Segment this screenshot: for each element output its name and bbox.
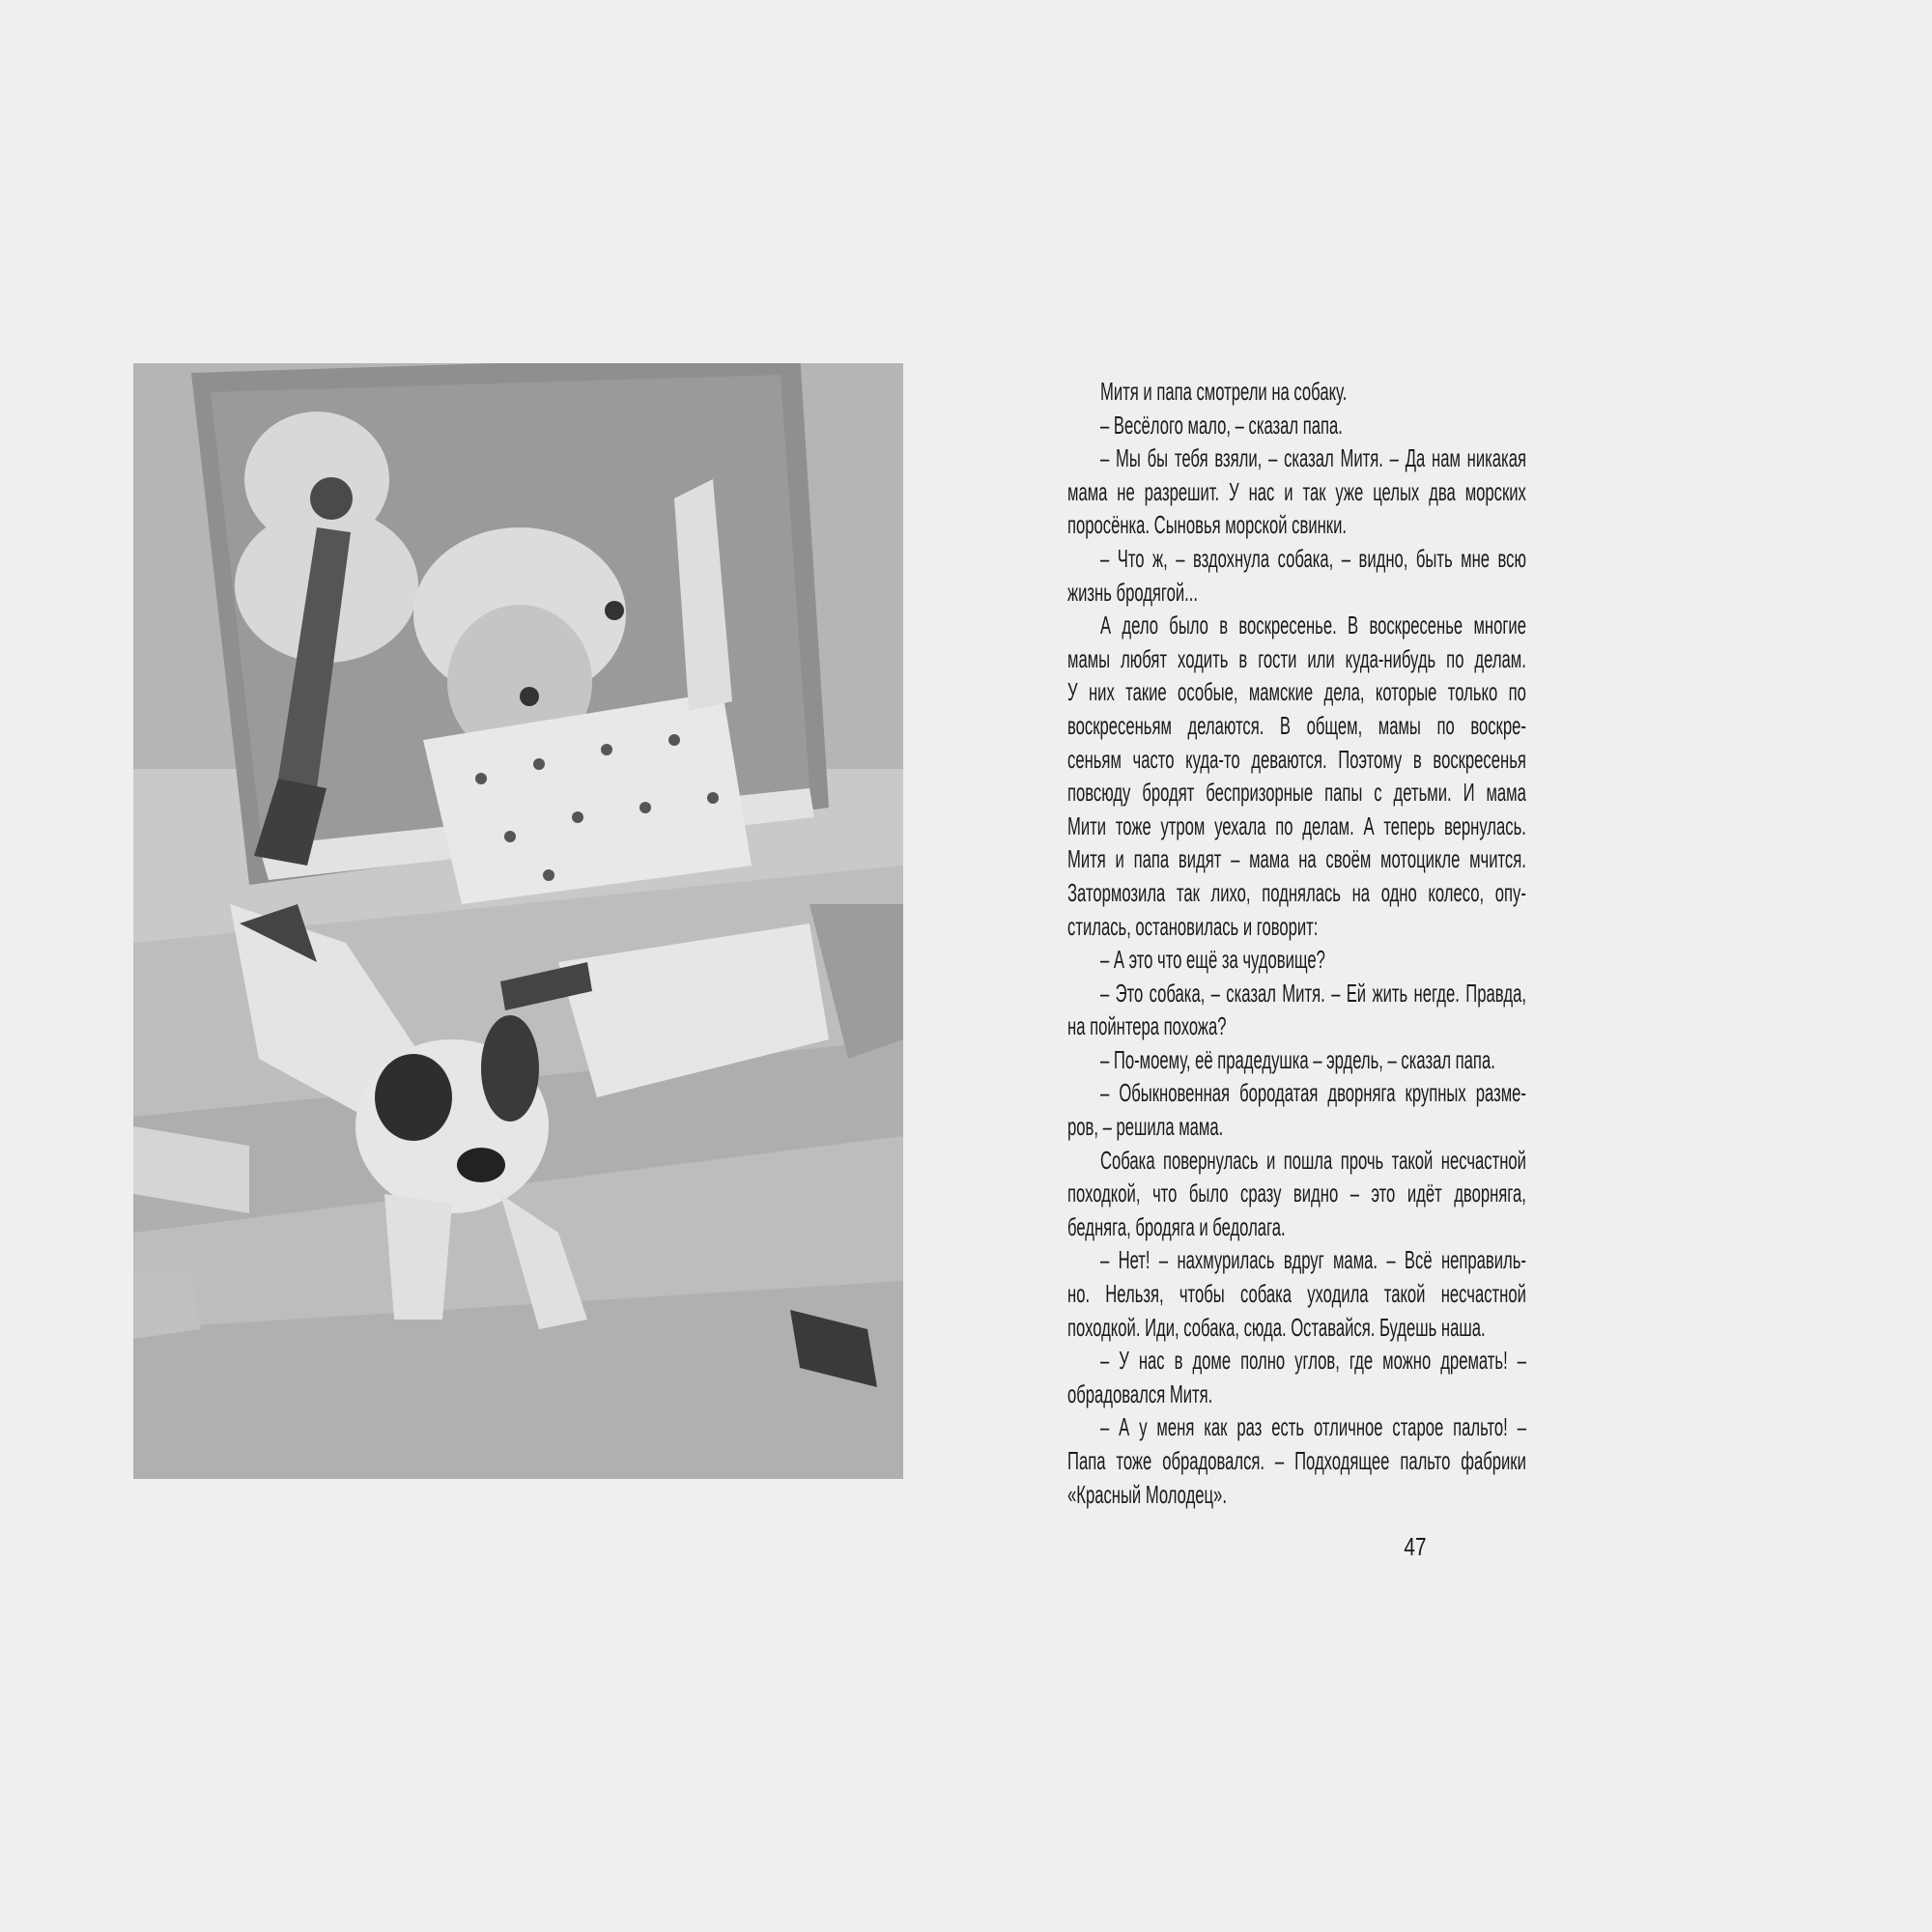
text-line: Папа тоже обрадовался. – Подходящее пальто фабрики (1067, 1446, 1526, 1475)
illustration-mom-guitar-dog (133, 363, 903, 1479)
text-line: У них такие особые, мамские дела, которые только по (1067, 677, 1526, 707)
text-line: – Мы бы тебя взяли, – сказал Митя. – Да нам никакая (1100, 443, 1526, 473)
text-line: «Красный Молодец». (1067, 1479, 1227, 1509)
text-line: А дело было в воскресенье. В воскресенье многие (1100, 611, 1526, 640)
text-line: – Весёлого мало, – сказал папа. (1100, 410, 1343, 440)
text-line: – Обыкновенная бородатая дворняга крупных разме- (1100, 1078, 1526, 1108)
text-line: – Это собака, – сказал Митя. – Ей жить негде. Правда, (1100, 978, 1526, 1008)
text-line: – По-моему, её прадедушка – эрдель, – сказал папа. (1100, 1044, 1495, 1074)
text-line: сеньям часто куда-то деваются. Поэтому в воскресенья (1067, 744, 1526, 774)
text-line: – У нас в доме полно углов, где можно дремать! – (1100, 1346, 1526, 1376)
text-line: обрадовался Митя. (1067, 1378, 1213, 1408)
text-line: мамы любят ходить в гости или куда-нибудь по делам. (1067, 643, 1526, 673)
text-line: походкой, что было сразу видно – это идёт дворняга, (1067, 1179, 1526, 1208)
text-line: Митя и папа смотрели на собаку. (1100, 377, 1348, 406)
page-number: 47 (1404, 1532, 1427, 1561)
text-line: но. Нельзя, чтобы собака уходила такой несчастной (1067, 1279, 1526, 1309)
text-line: бедняга, бродяга и бедолага. (1067, 1211, 1286, 1241)
text-line: Собака повернулась и пошла прочь такой несчастной (1100, 1145, 1526, 1175)
text-line: стилась, остановилась и говорит: (1067, 911, 1319, 941)
text-line: ров, – решила мама. (1067, 1112, 1224, 1142)
text-line: Затормозила так лихо, поднялась на одно колесо, опу- (1067, 877, 1526, 907)
text-line: Митя и папа видят – мама на своём мотоцикле мчится. (1067, 844, 1526, 874)
text-line: – Что ж, – вздохнула собака, – видно, быть мне всю (1100, 543, 1526, 573)
text-line: – Нет! – нахмурилась вдруг мама. – Всё неправиль- (1100, 1245, 1526, 1275)
text-line: повсюду бродят беспризорные папы с детьми. И мама (1067, 778, 1526, 808)
text-line: поросёнка. Сыновья морской свинки. (1067, 510, 1347, 540)
text-line: жизнь бродягой... (1067, 577, 1199, 607)
text-line: Мити тоже утром уехала по делам. А теперь вернулась. (1067, 810, 1526, 840)
text-line: – А это что ещё за чудовище? (1100, 945, 1325, 975)
text-line: мама не разрешит. У нас и так уже целых два морских (1067, 476, 1526, 506)
text-line: воскресеньям делаются. В общем, мамы по воскре- (1067, 710, 1526, 740)
text-line: – А у меня как раз есть отличное старое пальто! – (1100, 1412, 1526, 1442)
story-text (1067, 375, 1526, 1511)
text-line: походкой. Иди, собака, сюда. Оставайся. Будешь наша. (1067, 1312, 1486, 1342)
text-line: на пойнтера похожа? (1067, 1011, 1227, 1041)
